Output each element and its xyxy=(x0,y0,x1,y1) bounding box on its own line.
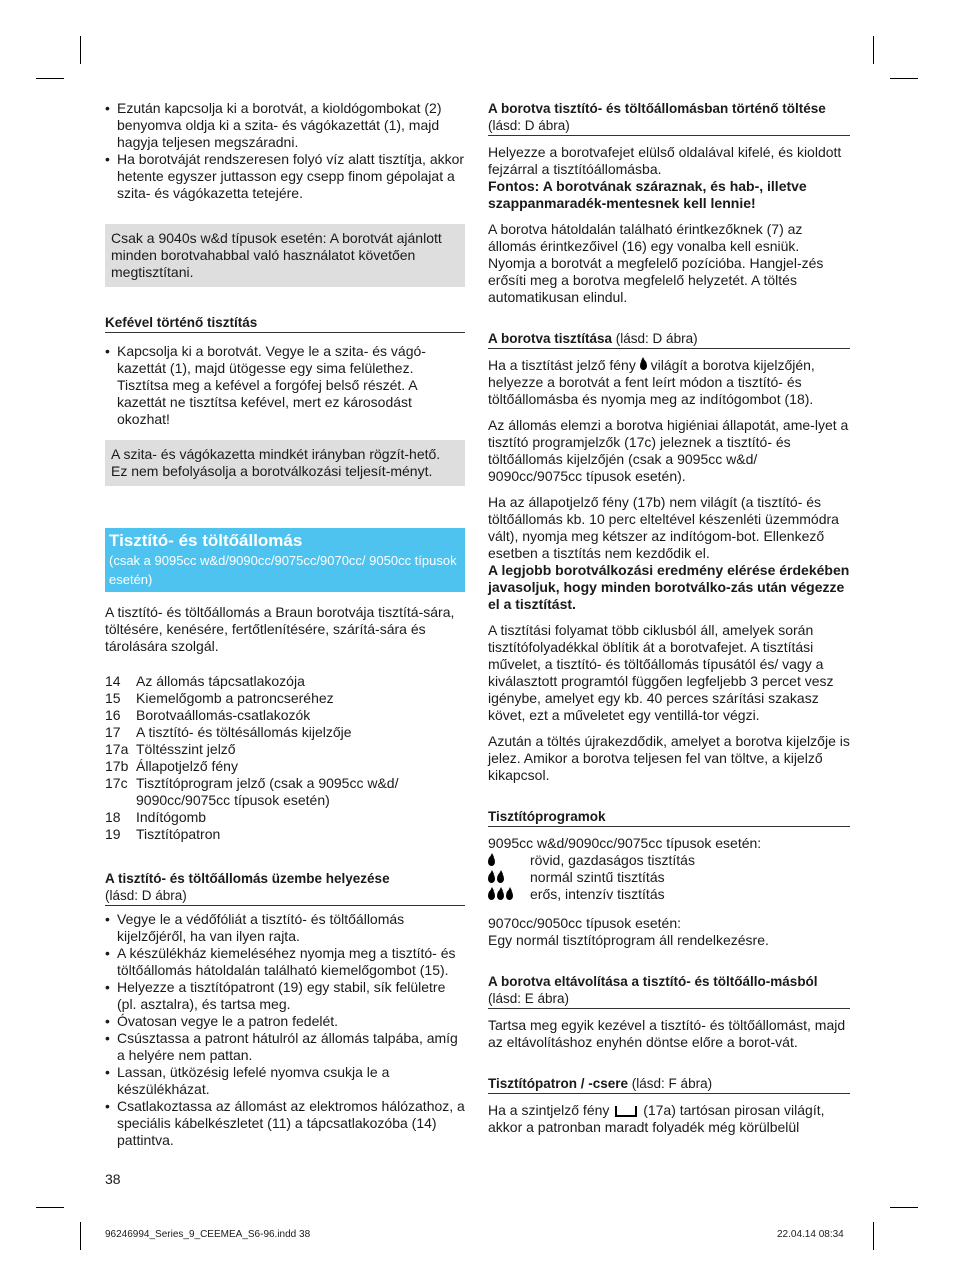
paragraph: Tartsa meg egyik kezével a tisztító- és töltőállomást, majd az eltávolításhoz enyhén döntse előre a borot-vát. xyxy=(488,1017,846,1050)
paragraph: 9095cc w&d/9090cc/9075cc típusok esetén: xyxy=(488,835,762,851)
footer-file-info: 96246994_Series_9_CEEMEA_S6-96.indd 38 xyxy=(105,1229,311,1240)
note-box: A szita- és vágókazetta mindkét irányban rögzít-hető. Ez nem befolyásolja a borotválkozási teljesít-ményt. xyxy=(105,440,465,486)
list-item: 17 A tisztító- és töltésállomás kijelzője xyxy=(105,724,352,740)
paragraph: Helyezze a borotvafejet elülső oldalával kifelé, és kioldott fejzárral a tisztítóállomásba. xyxy=(488,144,842,177)
bullet-list-rinse xyxy=(105,100,465,202)
program-row: normál szintű tisztítás xyxy=(488,869,850,886)
paragraph: 9070cc/9050cc típusok esetén: xyxy=(488,915,682,931)
cleaning-drop-icon xyxy=(640,360,647,370)
banner-subtitle: (csak a 9095cc w&d/9090cc/9075cc/9070cc/ 9050cc típusok esetén) xyxy=(109,553,457,587)
list-item: 14 Az állomás tápcsatlakozója xyxy=(105,673,305,689)
drop-icon xyxy=(488,873,495,883)
list-item: • Óvatosan vegye le a patron fedelét. xyxy=(105,1013,465,1030)
paragraph: A borotva hátoldalán található érintkezőknek (7) az állomás érintkezőivel (16) egy vonalba kell esniük. Nyomja a borotvát a megfelelő pozícióba. Hangjel-zés erősíti meg a borotva megfelelő helyzetét. A töltés automatikusan elindul. xyxy=(488,221,824,305)
section-heading: Kefével történő tisztítás xyxy=(105,314,465,333)
crop-mark xyxy=(890,1207,918,1208)
drop-icon xyxy=(497,890,504,900)
footer-date: 22.04.14 08:34 xyxy=(777,1229,844,1240)
crop-mark xyxy=(36,1207,64,1208)
program-row: rövid, gazdaságos tisztítás xyxy=(488,852,850,869)
paragraph-bold: A legjobb borotválkozási eredmény elérése érdekében javasoljuk, hogy minden borotválko-zás után végezze el a tisztítást. xyxy=(488,562,850,612)
list-item: • Ha borotváját rendszeresen folyó víz alatt tisztítja, akkor hetente egyszer juttasson egy csepp finom gépolajat a szita- és vágókazetta tetejére. xyxy=(105,151,465,202)
section-heading: A borotva tisztító- és töltőállomásban történő töltése (lásd: D ábra) xyxy=(488,100,850,136)
intro-text: A tisztító- és töltőállomás a Braun borotvája tisztítá-sára, töltésére, kenésére, fertőtlenítésére, szárítá-sára és tárolására szolgál. xyxy=(105,604,455,654)
drop-icon xyxy=(497,873,504,883)
paragraph: Ha a tisztítást jelző fény világít a borotva kijelzőjén, helyezze a borotvát a fent leírt módon a tisztító- és töltőállomásba és nyomja meg az indítógombot (18). xyxy=(488,357,815,407)
crop-mark xyxy=(80,36,81,64)
page-number: 38 xyxy=(105,1171,121,1187)
list-item: • Vegye le a védőfóliát a tisztító- és töltőállomás kijelzőjéről, ha van ilyen rajta. xyxy=(105,911,465,945)
crop-mark xyxy=(80,1222,81,1250)
section-banner xyxy=(105,528,465,592)
list-item: 17a Töltésszint jelző xyxy=(105,741,236,757)
right-column xyxy=(488,100,850,1136)
list-item: • Csatlakoztassa az állomást az elektromos hálózathoz, a speciális kábelkészletet (11) a tápcsatlakozóba (14) pattintva. xyxy=(105,1098,465,1149)
paragraph: Azután a töltés újrakezdődik, amelyet a borotva kijelzője is jelez. Amikor a borotva teljesen fel van töltve, a kijelző kikapcsol. xyxy=(488,733,850,783)
list-item: • Csúsztassa a patront hátulról az állomás talpába, amíg a helyére nem pattan. xyxy=(105,1030,465,1064)
paragraph: A tisztítási folyamat több ciklusból áll, amelyek során tisztítófolyadékkal öblítik át a borotvafejet. A tisztítási művelet, a tisztító- és töltőállomás típusától és/ vagy a kiválasztott programtól függően legfeljebb 3 percet vesz igénybe, amelyet egy kb. 40 perces szárítási szakasz követ, ezt a műveletet egy ventillá-tor végzi. xyxy=(488,622,834,723)
left-column xyxy=(105,100,465,1149)
bullet-list-setup xyxy=(105,911,465,1149)
section-heading: A borotva tisztítása (lásd: D ábra) xyxy=(488,330,850,349)
drop-icon xyxy=(488,890,495,900)
crop-mark xyxy=(873,36,874,64)
parts-list xyxy=(105,673,465,843)
crop-mark xyxy=(36,78,64,79)
list-item: 17b Állapotjelző fény xyxy=(105,758,238,774)
program-row: erős, intenzív tisztítás xyxy=(488,886,850,903)
list-item: 18 Indítógomb xyxy=(105,809,207,825)
crop-mark xyxy=(873,1222,874,1250)
note-box: Csak a 9040s w&d típusok esetén: A borotvát ajánlott minden borotvahabbal való használatot követően megtisztítani. xyxy=(105,224,465,287)
list-item: 16 Borotvaállomás-csatlakozók xyxy=(105,707,311,723)
list-item: • Kapcsolja ki a borotvát. Vegye le a szita- és vágó-kazettát (1), majd ütögesse egy sima felülethez. Tisztítsa meg a kefével a forgófej belső részét. A kazettát ne tisztítsa kefével, mert ez károsodást okozhat! xyxy=(105,343,465,428)
section-heading: Tisztítópatron / -csere (lásd: F ábra) xyxy=(488,1075,850,1094)
list-item: 15 Kiemelőgomb a patroncseréhez xyxy=(105,690,334,706)
paragraph: Ha a szintjelző fény (17a) tartósan pirosan világít, akkor a patronban maradt folyadék még körülbelül xyxy=(488,1102,825,1135)
list-item: • Ezután kapcsolja ki a borotvát, a kioldógombokat (2) benyomva oldja ki a szita- és vágókazettát (1), majd hagyja teljesen megszáradni. xyxy=(105,100,465,151)
level-indicator-icon xyxy=(615,1106,637,1117)
list-item: • Lassan, ütközésig lefelé nyomva csukja le a készülékházat. xyxy=(105,1064,465,1098)
drop-icon xyxy=(488,856,495,866)
paragraph: Ha az állapotjelző fény (17b) nem világít (a tisztító- és töltőállomás kb. 10 perc elteltével készenléti üzemmódra vált), nyomja meg kétszer az indítógom-bot. Ellenkező esetben a tisztítás nem kezdődik el. xyxy=(488,494,839,561)
banner-title: Tisztító- és töltőállomás xyxy=(109,531,303,550)
list-item: • A készülékház kiemeléséhez nyomja meg a tisztító- és töltőállomás hátoldalán található kiemelőgombot (15). xyxy=(105,945,465,979)
paragraph: Az állomás elemzi a borotva higiéniai állapotát, ame-lyet a tisztító programjelzők (17c) jeleznek a tisztító- és töltőállomás kijelzőjén (csak a 9095cc w&d/ 9090cc/9075cc típusok esetén). xyxy=(488,417,849,484)
list-item: 17c Tisztítóprogram jelző (csak a 9095cc w&d/ 9090cc/9075cc típusok esetén) xyxy=(105,775,399,808)
crop-mark xyxy=(890,78,918,79)
drop-icon xyxy=(506,890,513,900)
section-heading: A tisztító- és töltőállomás üzembe helyezése (lásd: D ábra) xyxy=(105,870,465,906)
paragraph-bold: Fontos: A borotvának száraznak, és hab-, illetve szappanmaradék-mentesnek kell lennie! xyxy=(488,178,807,211)
section-heading: Tisztítóprogramok xyxy=(488,808,850,827)
section-heading: A borotva eltávolítása a tisztító- és töltőállo-másból (lásd: E ábra) xyxy=(488,973,850,1009)
bullet-list-brush xyxy=(105,343,465,428)
list-item: • Helyezze a tisztítópatront (19) egy stabil, sík felületre (pl. asztalra), és tartsa meg. xyxy=(105,979,465,1013)
paragraph: Egy normál tisztítóprogram áll rendelkezésre. xyxy=(488,932,769,948)
list-item: 19 Tisztítópatron xyxy=(105,826,221,842)
